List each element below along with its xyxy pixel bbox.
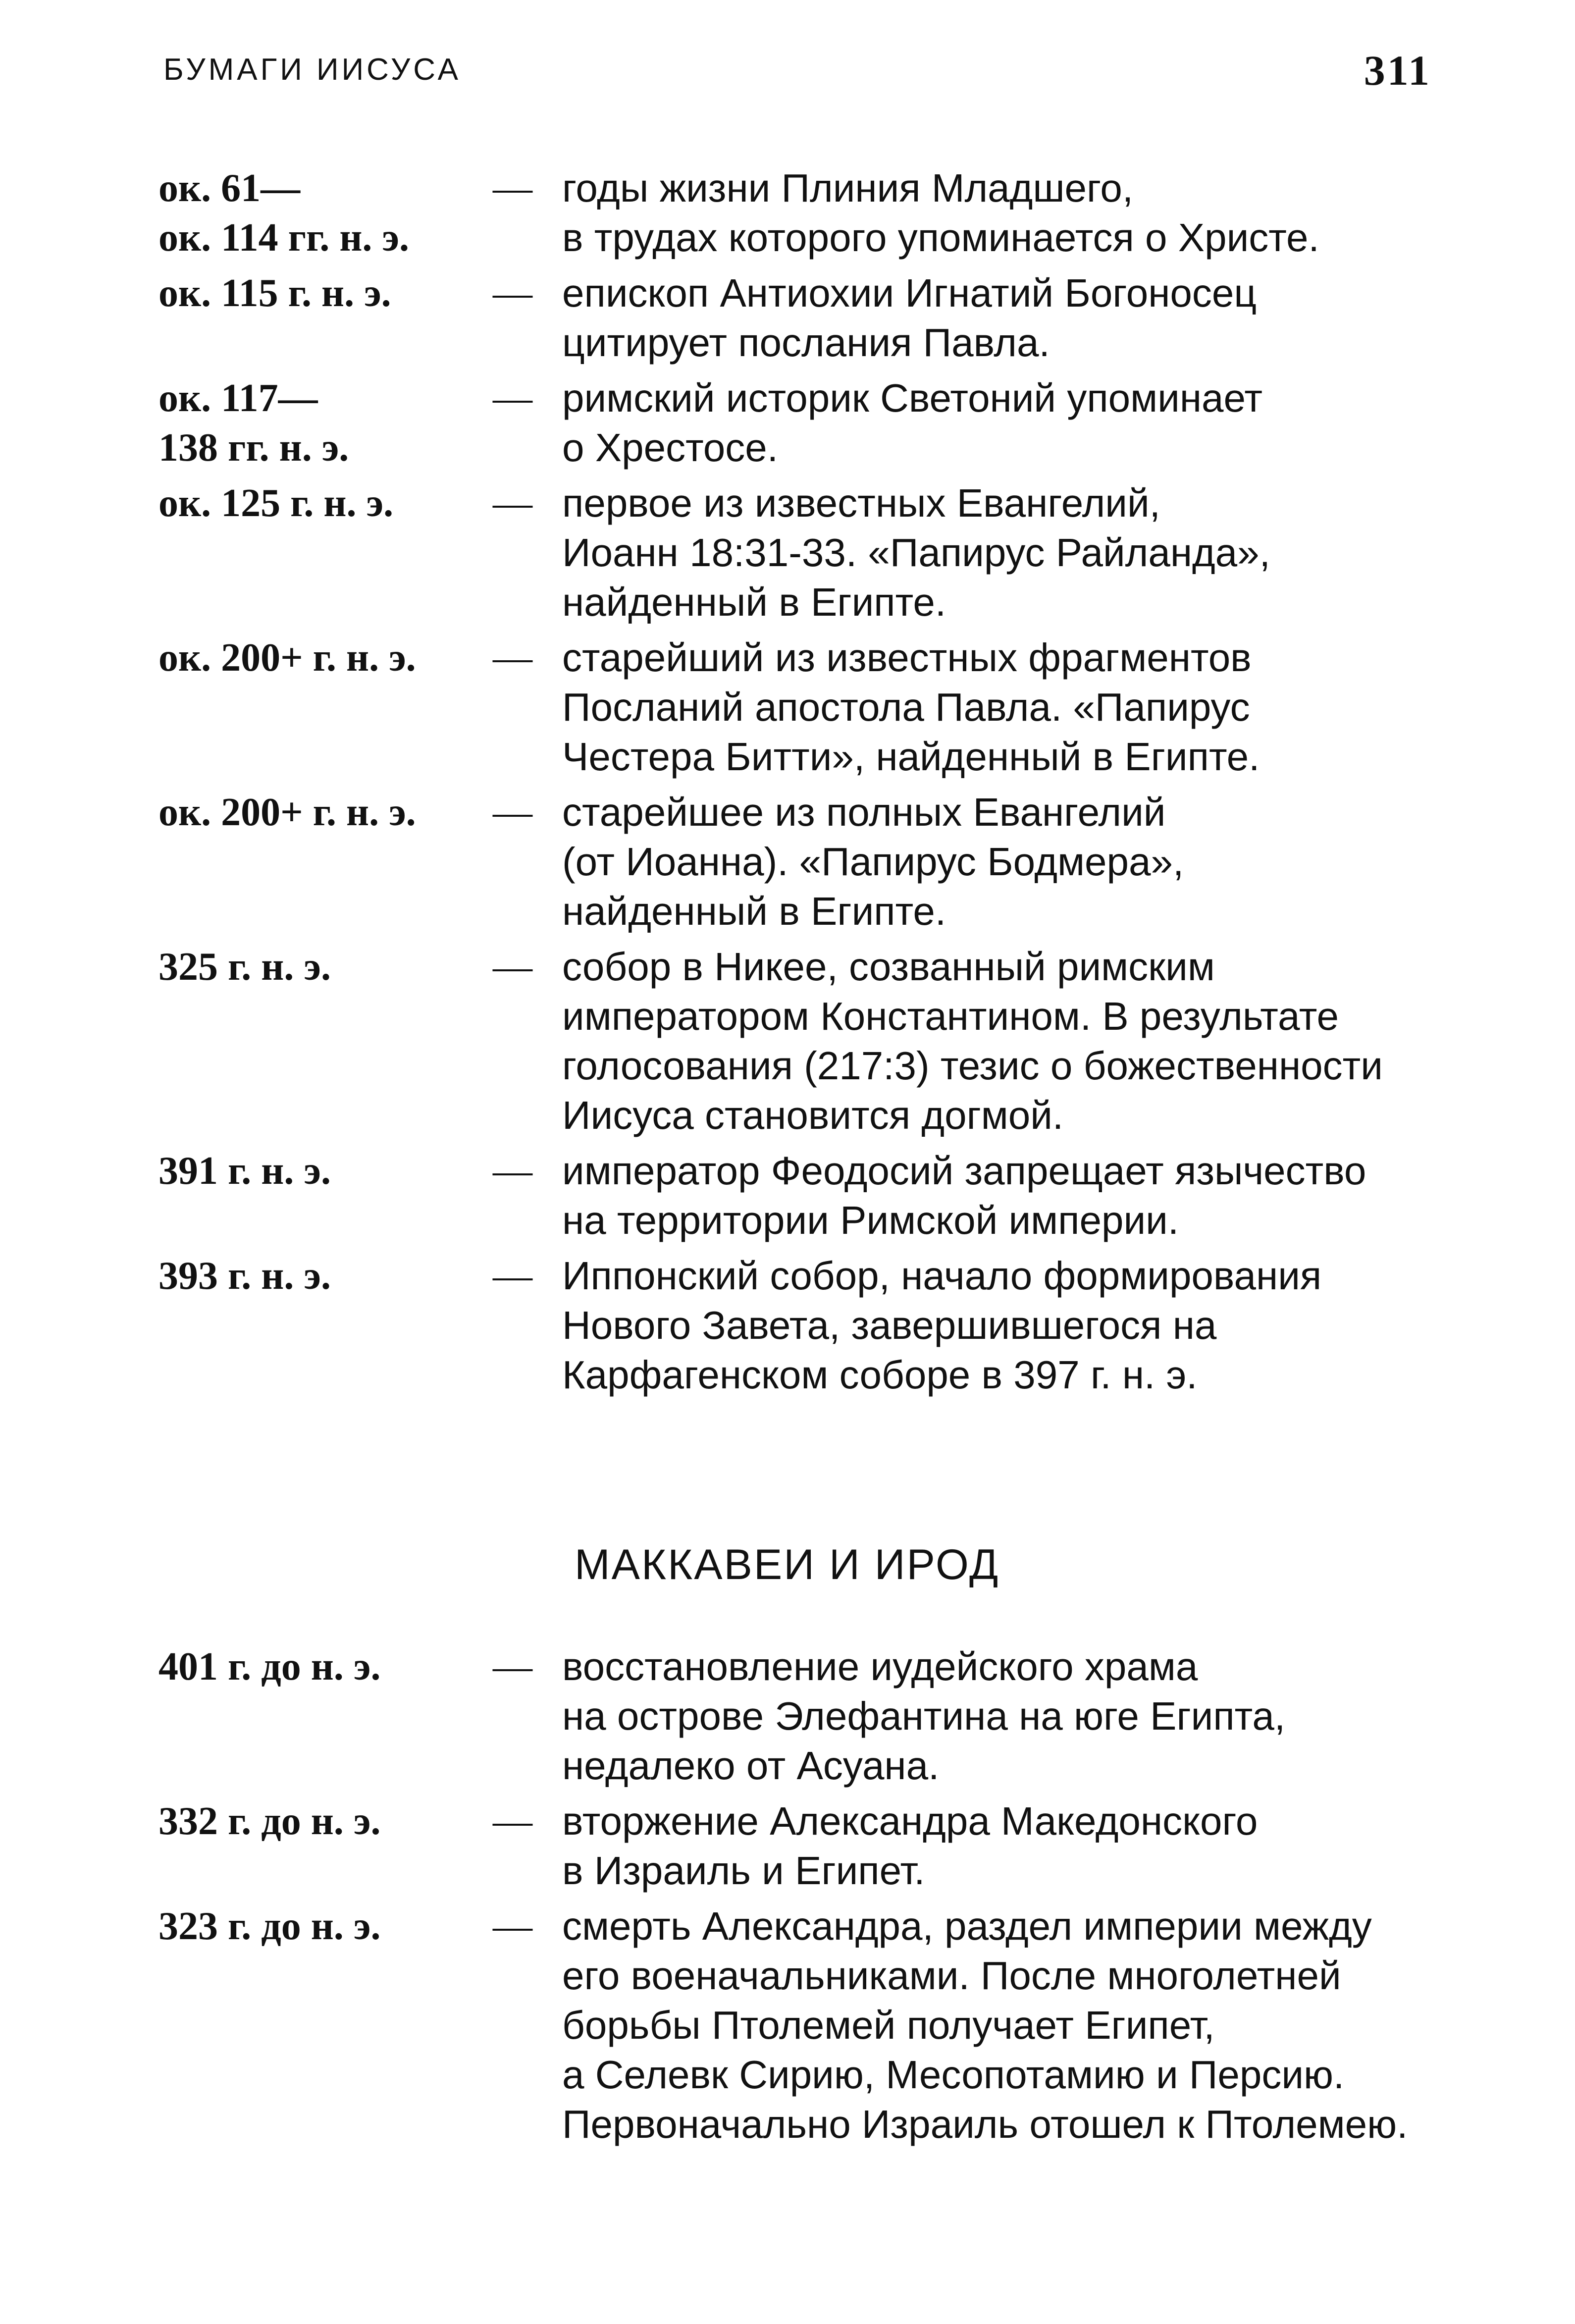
- entry-date-line: 325 г. н. э.: [158, 945, 331, 989]
- timeline-entry: [0, 373, 1575, 473]
- entry-description: [562, 478, 1444, 627]
- entry-description-line: на территории Римской империи.: [562, 1198, 1179, 1242]
- entry-description-line: Карфагенском соборе в 397 г. н. э.: [562, 1353, 1198, 1397]
- timeline-entry: [0, 163, 1575, 263]
- entry-description-line: Честера Битти», найденный в Египте.: [562, 735, 1260, 779]
- entry-dash: —: [493, 376, 532, 420]
- entry-description-line: старейший из известных фрагментов: [562, 635, 1252, 680]
- entry-date: [158, 373, 485, 473]
- entry-date-line: 401 г. до н. э.: [158, 1645, 381, 1689]
- entry-description-line: цитирует послания Павла.: [562, 320, 1050, 365]
- entry-description-line: найденный в Египте.: [562, 580, 946, 624]
- entry-date-line: ок. 115 г. н. э.: [158, 271, 391, 315]
- entry-date: [158, 268, 485, 318]
- entry-date-line: 138 гг. н. э.: [158, 426, 349, 470]
- timeline-entry: [0, 478, 1575, 627]
- entry-description-line: а Селевк Сирию, Месопотамию и Персию.: [562, 2053, 1345, 2097]
- entry-description-line: годы жизни Плиния Младшего,: [562, 166, 1134, 210]
- entry-date: [158, 1796, 485, 1846]
- entry-description-line: на острове Элефантина на юге Египта,: [562, 1694, 1286, 1738]
- entry-description-line: смерть Александра, раздел империи между: [562, 1904, 1372, 1948]
- timeline-entry: [0, 1901, 1575, 2149]
- page-number: 311: [1364, 47, 1431, 94]
- timeline-entry: [0, 268, 1575, 368]
- entry-dash: —: [493, 1149, 532, 1193]
- entry-date: [158, 788, 485, 837]
- timeline-entry: [0, 1796, 1575, 1896]
- entry-description-line: собор в Никее, созванный римским: [562, 945, 1215, 989]
- entry-description-line: недалеко от Асуана.: [562, 1743, 940, 1788]
- entry-date: [158, 1146, 485, 1196]
- entry-description-line: Первоначально Израиль отошел к Птолемею.: [562, 2102, 1408, 2146]
- entry-description: [562, 1796, 1444, 1896]
- entry-description-line: борьбы Птолемей получает Египет,: [562, 2003, 1215, 2047]
- entry-date: [158, 633, 485, 683]
- entry-date-line: ок. 114 гг. н. э.: [158, 216, 409, 260]
- timeline-entry: [0, 788, 1575, 936]
- entry-description-line: император Феодосий запрещает язычество: [562, 1149, 1366, 1193]
- entry-description: [562, 942, 1444, 1140]
- entry-description: [562, 788, 1444, 936]
- entry-description-line: Нового Завета, завершившегося на: [562, 1303, 1217, 1347]
- section-title: МАККАВЕИ И ИРОД: [575, 1541, 1000, 1588]
- entry-date-line: 391 г. н. э.: [158, 1149, 331, 1193]
- entry-description-line: Посланий апостола Павла. «Папирус: [562, 685, 1250, 729]
- entry-dash: —: [493, 1799, 532, 1843]
- entry-date-line: ок. 200+ г. н. э.: [158, 636, 416, 680]
- entry-description-line: Иисуса становится догмой.: [562, 1093, 1064, 1137]
- entry-dash: —: [493, 1904, 532, 1948]
- entry-description: [562, 163, 1444, 263]
- entry-dash: —: [493, 1645, 532, 1689]
- timeline-maccabees-herod: [0, 1642, 1575, 2155]
- entry-description: [562, 268, 1444, 368]
- timeline-entry: [0, 1642, 1575, 1791]
- timeline-entry: [0, 1251, 1575, 1400]
- entry-description-line: восстановление иудейского храма: [562, 1644, 1198, 1689]
- entry-description-line: императором Константином. В результате: [562, 994, 1339, 1038]
- entry-date-line: 323 г. до н. э.: [158, 1904, 381, 1948]
- entry-description-line: о Хрестосе.: [562, 425, 779, 470]
- entry-dash: —: [493, 271, 532, 315]
- entry-description: [562, 633, 1444, 782]
- timeline-entry: [0, 942, 1575, 1140]
- entry-date-line: ок. 200+ г. н. э.: [158, 791, 416, 834]
- entry-description-line: Иппонский собор, начало формирования: [562, 1254, 1322, 1298]
- timeline-entry: [0, 633, 1575, 782]
- entry-dash: —: [493, 945, 532, 989]
- entry-date: [158, 163, 485, 263]
- entry-date-line: ок. 117—: [158, 376, 318, 420]
- entry-description: [562, 1146, 1444, 1245]
- running-head: БУМАГИ ИИСУСА: [163, 53, 462, 87]
- entry-description-line: (от Иоанна). «Папирус Бодмера»,: [562, 840, 1184, 884]
- entry-description-line: первое из известных Евангелий,: [562, 481, 1160, 525]
- entry-dash: —: [493, 636, 532, 680]
- entry-date-line: 393 г. н. э.: [158, 1254, 331, 1298]
- entry-dash: —: [493, 166, 532, 210]
- entry-date: [158, 478, 485, 528]
- entry-description: [562, 1642, 1444, 1791]
- timeline-entry: [0, 1146, 1575, 1245]
- entry-description-line: голосования (217:3) тезис о божественности: [562, 1044, 1383, 1088]
- entry-date: [158, 1251, 485, 1301]
- entry-date-line: ок. 125 г. н. э.: [158, 481, 394, 525]
- entry-description-line: его военачальниками. После многолетней: [562, 1954, 1341, 1998]
- entry-description-line: римский историк Светоний упоминает: [562, 376, 1262, 420]
- entry-description-line: найденный в Египте.: [562, 889, 946, 933]
- entry-description-line: в Израиль и Египет.: [562, 1849, 925, 1893]
- timeline-first-century: [0, 163, 1575, 1406]
- entry-description: [562, 1901, 1444, 2149]
- entry-date: [158, 942, 485, 992]
- entry-description-line: старейшее из полных Евангелий: [562, 790, 1166, 834]
- entry-dash: —: [493, 791, 532, 834]
- entry-description-line: епископ Антиохии Игнатий Богоносец: [562, 271, 1257, 315]
- entry-description: [562, 1251, 1444, 1400]
- entry-dash: —: [493, 1254, 532, 1298]
- entry-date: [158, 1901, 485, 1951]
- entry-description-line: Иоанн 18:31-33. «Папирус Райланда»,: [562, 530, 1270, 575]
- entry-description-line: в трудах которого упоминается о Христе.: [562, 215, 1319, 260]
- entry-dash: —: [493, 481, 532, 525]
- entry-date-line: 332 г. до н. э.: [158, 1799, 381, 1843]
- entry-description: [562, 373, 1444, 473]
- entry-date-line: ок. 61—: [158, 166, 301, 210]
- entry-date: [158, 1642, 485, 1691]
- entry-description-line: вторжение Александра Македонского: [562, 1799, 1258, 1843]
